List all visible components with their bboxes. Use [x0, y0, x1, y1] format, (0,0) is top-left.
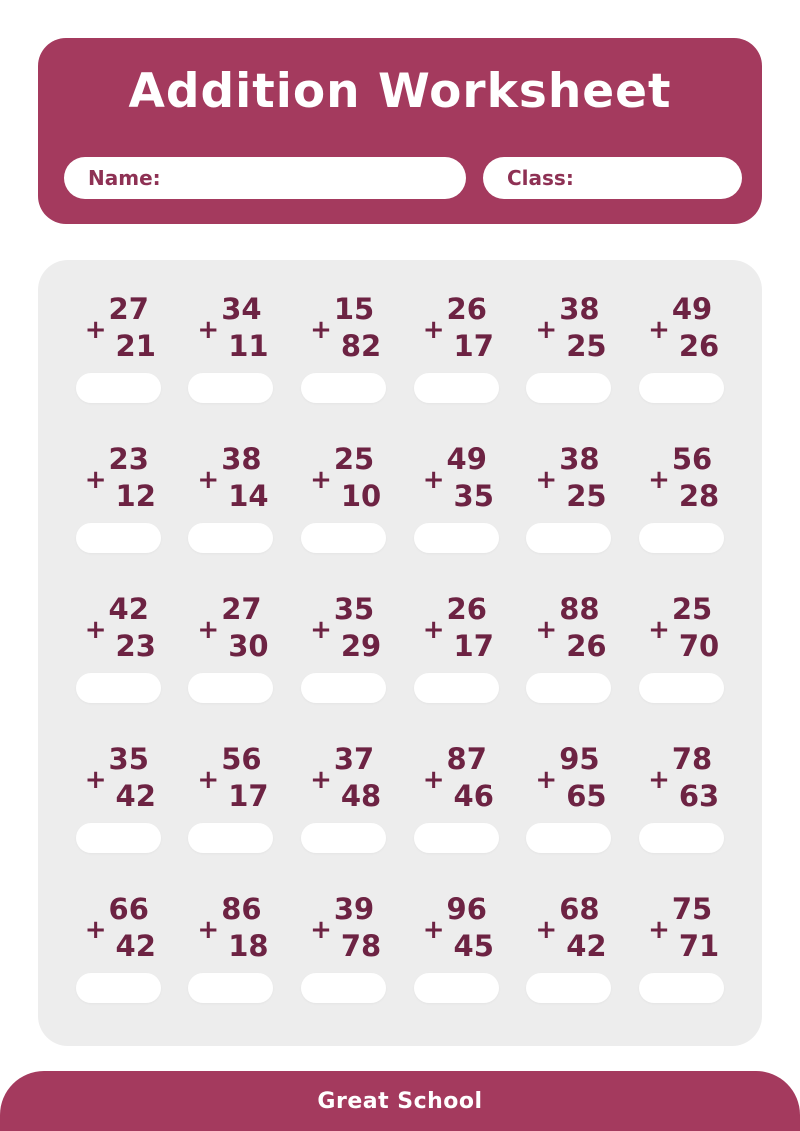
- answer-box[interactable]: [414, 373, 499, 403]
- addition-problem: [84, 892, 156, 964]
- addend-bottom: 46: [453, 779, 494, 813]
- addend-top: 23: [108, 442, 149, 476]
- plus-icon: +: [648, 315, 670, 345]
- problem-cell: [400, 740, 513, 890]
- answer-box[interactable]: [188, 973, 273, 1003]
- problem-cell: [513, 290, 626, 440]
- operands: [333, 741, 382, 815]
- addend-top: 26: [446, 592, 487, 626]
- plus-icon: +: [197, 465, 220, 495]
- answer-box[interactable]: [76, 823, 161, 853]
- addend-bottom: 29: [340, 629, 382, 663]
- addend-bottom: 70: [678, 629, 720, 663]
- problem-cell: [625, 440, 738, 590]
- plus-icon: +: [535, 915, 558, 945]
- school-name: Great School: [317, 1088, 483, 1114]
- operands: [108, 291, 156, 365]
- addend-top: 88: [559, 592, 600, 626]
- class-field[interactable]: [483, 157, 742, 199]
- operands: [108, 591, 156, 665]
- problem-cell: [175, 590, 288, 740]
- addition-problem: [310, 742, 382, 814]
- page-footer: [0, 1071, 800, 1131]
- class-field-label: Class:: [507, 166, 574, 190]
- answer-box[interactable]: [414, 673, 499, 703]
- addend-bottom: 11: [228, 329, 269, 363]
- addend-top: 87: [446, 742, 487, 776]
- plus-icon: +: [310, 765, 332, 795]
- addend-top: 37: [333, 742, 375, 776]
- addend-bottom: 10: [340, 479, 382, 513]
- problem-cell: [400, 590, 513, 740]
- addend-bottom: 26: [678, 329, 720, 363]
- plus-icon: +: [197, 615, 220, 645]
- addend-bottom: 42: [115, 779, 156, 813]
- plus-icon: +: [84, 315, 107, 345]
- plus-icon: +: [535, 465, 558, 495]
- operands: [221, 741, 269, 815]
- operands: [446, 891, 494, 965]
- problem-cell: [62, 590, 175, 740]
- addition-problem: [310, 292, 382, 364]
- addend-top: 26: [446, 292, 487, 326]
- addition-problem: [535, 892, 607, 964]
- operands: [559, 441, 607, 515]
- operands: [671, 591, 720, 665]
- operands: [108, 891, 156, 965]
- problem-cell: [513, 740, 626, 890]
- addend-top: 34: [221, 292, 262, 326]
- plus-icon: +: [84, 765, 107, 795]
- addend-bottom: 71: [678, 929, 720, 963]
- problem-cell: [400, 890, 513, 1040]
- addition-problem: [422, 292, 494, 364]
- plus-icon: +: [422, 915, 445, 945]
- addend-bottom: 63: [678, 779, 720, 813]
- addend-top: 38: [559, 292, 600, 326]
- problem-cell: [625, 590, 738, 740]
- addition-problem: [197, 892, 269, 964]
- addend-top: 38: [221, 442, 262, 476]
- addend-top: 39: [333, 892, 375, 926]
- addend-top: 56: [671, 442, 713, 476]
- operands: [333, 441, 382, 515]
- worksheet-header: [38, 38, 762, 224]
- addend-top: 56: [221, 742, 262, 776]
- problem-cell: [400, 440, 513, 590]
- addition-problem: [422, 592, 494, 664]
- addition-problem: [197, 742, 269, 814]
- operands: [671, 291, 720, 365]
- problem-cell: [62, 290, 175, 440]
- addition-problem: [535, 442, 607, 514]
- operands: [559, 591, 607, 665]
- addend-bottom: 28: [678, 479, 720, 513]
- answer-box[interactable]: [76, 673, 161, 703]
- problems-grid: [62, 290, 738, 1040]
- operands: [671, 891, 720, 965]
- operands: [333, 591, 382, 665]
- answer-box[interactable]: [301, 973, 386, 1003]
- answer-box[interactable]: [526, 373, 611, 403]
- addend-top: 68: [559, 892, 600, 926]
- addend-top: 15: [333, 292, 375, 326]
- answer-box[interactable]: [414, 823, 499, 853]
- answer-box[interactable]: [526, 823, 611, 853]
- addend-bottom: 23: [115, 629, 156, 663]
- problem-cell: [625, 890, 738, 1040]
- plus-icon: +: [535, 765, 558, 795]
- operands: [221, 891, 269, 965]
- answer-box[interactable]: [526, 523, 611, 553]
- operands: [446, 441, 494, 515]
- operands: [559, 291, 607, 365]
- operands: [108, 741, 156, 815]
- addend-top: 25: [333, 442, 375, 476]
- plus-icon: +: [310, 615, 332, 645]
- problem-cell: [62, 740, 175, 890]
- addition-problem: [535, 742, 607, 814]
- answer-box[interactable]: [414, 973, 499, 1003]
- addend-top: 27: [221, 592, 262, 626]
- operands: [671, 441, 720, 515]
- problem-cell: [287, 890, 400, 1040]
- addend-bottom: 48: [340, 779, 382, 813]
- addition-problem: [422, 742, 494, 814]
- addend-top: 66: [108, 892, 149, 926]
- addition-problem: [197, 592, 269, 664]
- addend-top: 95: [559, 742, 600, 776]
- problem-cell: [175, 290, 288, 440]
- name-field[interactable]: [64, 157, 466, 199]
- addend-bottom: 45: [453, 929, 494, 963]
- plus-icon: +: [648, 615, 670, 645]
- problem-cell: [513, 590, 626, 740]
- operands: [559, 891, 607, 965]
- answer-box[interactable]: [526, 673, 611, 703]
- addend-bottom: 78: [340, 929, 382, 963]
- addend-top: 38: [559, 442, 600, 476]
- header-fields: [64, 157, 742, 199]
- operands: [221, 291, 269, 365]
- plus-icon: +: [310, 465, 332, 495]
- problem-cell: [62, 440, 175, 590]
- addition-problem: [310, 892, 382, 964]
- answer-box[interactable]: [188, 523, 273, 553]
- problem-cell: [625, 740, 738, 890]
- addition-problem: [648, 892, 720, 964]
- problem-cell: [175, 890, 288, 1040]
- addition-problem: [84, 742, 156, 814]
- addend-top: 27: [108, 292, 149, 326]
- addend-top: 49: [446, 442, 487, 476]
- answer-box[interactable]: [639, 673, 724, 703]
- answer-box[interactable]: [188, 823, 273, 853]
- addend-bottom: 18: [228, 929, 269, 963]
- answer-box[interactable]: [188, 673, 273, 703]
- plus-icon: +: [648, 465, 670, 495]
- operands: [333, 291, 382, 365]
- plus-icon: +: [648, 915, 670, 945]
- operands: [446, 291, 494, 365]
- addition-problem: [535, 592, 607, 664]
- problem-cell: [287, 740, 400, 890]
- plus-icon: +: [84, 465, 107, 495]
- answer-box[interactable]: [301, 673, 386, 703]
- operands: [221, 441, 269, 515]
- plus-icon: +: [422, 765, 445, 795]
- addend-bottom: 17: [228, 779, 269, 813]
- addition-problem: [648, 742, 720, 814]
- addend-top: 42: [108, 592, 149, 626]
- answer-box[interactable]: [301, 373, 386, 403]
- addition-problem: [197, 292, 269, 364]
- addend-bottom: 65: [566, 779, 607, 813]
- addend-bottom: 17: [453, 629, 494, 663]
- addition-problem: [648, 292, 720, 364]
- answer-box[interactable]: [639, 973, 724, 1003]
- problem-cell: [62, 890, 175, 1040]
- plus-icon: +: [84, 915, 107, 945]
- addition-problem: [535, 292, 607, 364]
- addend-bottom: 12: [115, 479, 156, 513]
- answer-box[interactable]: [414, 523, 499, 553]
- operands: [559, 741, 607, 815]
- plus-icon: +: [422, 315, 445, 345]
- addend-top: 86: [221, 892, 262, 926]
- addend-bottom: 30: [228, 629, 269, 663]
- name-field-label: Name:: [88, 166, 161, 190]
- addend-bottom: 21: [115, 329, 156, 363]
- addend-top: 75: [671, 892, 713, 926]
- addition-problem: [422, 892, 494, 964]
- answer-box[interactable]: [639, 373, 724, 403]
- addend-top: 96: [446, 892, 487, 926]
- operands: [108, 441, 156, 515]
- operands: [221, 591, 269, 665]
- plus-icon: +: [310, 915, 332, 945]
- problem-cell: [513, 890, 626, 1040]
- problem-cell: [287, 440, 400, 590]
- answer-box[interactable]: [639, 523, 724, 553]
- addition-problem: [197, 442, 269, 514]
- addition-problem: [310, 592, 382, 664]
- addition-problem: [310, 442, 382, 514]
- addend-bottom: 42: [115, 929, 156, 963]
- addend-top: 35: [333, 592, 375, 626]
- problem-cell: [287, 290, 400, 440]
- plus-icon: +: [422, 615, 445, 645]
- addend-bottom: 14: [228, 479, 269, 513]
- addend-top: 49: [671, 292, 713, 326]
- page-title: Addition Worksheet: [128, 64, 672, 119]
- problem-cell: [400, 290, 513, 440]
- operands: [671, 741, 720, 815]
- operands: [446, 591, 494, 665]
- plus-icon: +: [197, 315, 220, 345]
- addend-top: 78: [671, 742, 713, 776]
- problem-cell: [175, 740, 288, 890]
- addend-bottom: 25: [566, 479, 607, 513]
- plus-icon: +: [535, 615, 558, 645]
- answer-box[interactable]: [639, 823, 724, 853]
- operands: [333, 891, 382, 965]
- problem-cell: [287, 590, 400, 740]
- problem-cell: [175, 440, 288, 590]
- operands: [446, 741, 494, 815]
- plus-icon: +: [422, 465, 445, 495]
- plus-icon: +: [648, 765, 670, 795]
- plus-icon: +: [84, 615, 107, 645]
- answer-box[interactable]: [301, 523, 386, 553]
- plus-icon: +: [197, 915, 220, 945]
- addend-bottom: 42: [566, 929, 607, 963]
- addition-problem: [84, 592, 156, 664]
- addition-problem: [648, 592, 720, 664]
- addition-problem: [648, 442, 720, 514]
- addend-top: 25: [671, 592, 713, 626]
- addend-bottom: 35: [453, 479, 494, 513]
- addend-bottom: 82: [340, 329, 382, 363]
- addend-top: 35: [108, 742, 149, 776]
- addition-problem: [422, 442, 494, 514]
- answer-box[interactable]: [76, 973, 161, 1003]
- answer-box[interactable]: [526, 973, 611, 1003]
- problem-cell: [625, 290, 738, 440]
- plus-icon: +: [310, 315, 332, 345]
- answer-box[interactable]: [188, 373, 273, 403]
- addend-bottom: 25: [566, 329, 607, 363]
- answer-box[interactable]: [76, 523, 161, 553]
- addend-bottom: 26: [566, 629, 607, 663]
- addition-problem: [84, 442, 156, 514]
- answer-box[interactable]: [76, 373, 161, 403]
- problem-cell: [513, 440, 626, 590]
- addend-bottom: 17: [453, 329, 494, 363]
- problems-panel: [38, 260, 762, 1046]
- plus-icon: +: [197, 765, 220, 795]
- plus-icon: +: [535, 315, 558, 345]
- answer-box[interactable]: [301, 823, 386, 853]
- addition-problem: [84, 292, 156, 364]
